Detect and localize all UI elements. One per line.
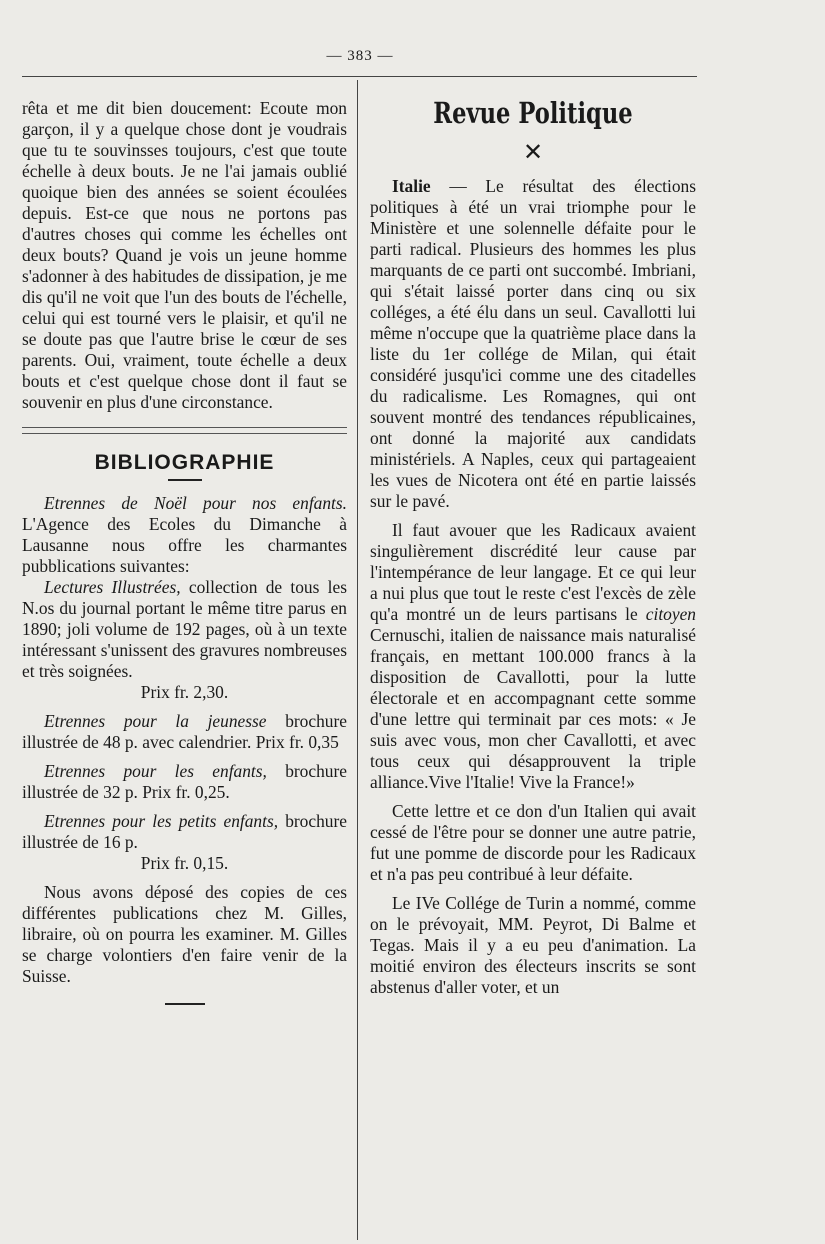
heading-dash xyxy=(168,479,202,481)
item-1-title: Lectures Illustrées, xyxy=(44,577,181,597)
revue-politique-heading: Revue Politique xyxy=(433,96,633,130)
item-3-text: brochure illustrée de 32 p. Prix fr. 0,25. xyxy=(22,761,347,802)
radicaux-text-start: Il faut avouer que les Radicaux avaient singulièrement discrédité leur cause par l'intempérance de leur langage. Et ce qui leur a nui plus que tout le reste c'est l'excès de zèle qu'a montré un de leurs partisans le xyxy=(370,520,696,624)
radicaux-text-end: Cernuschi, italien de naissance mais naturalisé français, en mettant 100.000 francs à la disposition de Cavallotti, pour la lutte électorale et en accompagnant cette somme d'une lettre qui terminait par ces mots: « Je suis avec vous, mon cher Cavallotti, et avec tous ceux qui désapprouvent la triple alliance.Vive l'Italie! Vive la France!» xyxy=(370,625,696,792)
item-2-text: brochure illustrée de 48 p. avec calendrier. Prix fr. 0,35 xyxy=(22,711,347,752)
lettre-paragraph: Cette lettre et ce don d'un Italien qui avait cessé de l'être pour se donner une autre patrie, fut une pomme de discorde pour les Radicaux et n'a pas peu contribué à leur défaite. xyxy=(370,801,696,884)
italie-lead-word: Italie xyxy=(392,176,431,196)
left-column xyxy=(22,98,347,1005)
bibliography-closing: Nous avons déposé des copies de ces différentes publications chez M. Gilles, libraire, où on pourra les examiner. M. Gilles se charge volontiers d'en faire venir de la Suisse. xyxy=(22,882,347,986)
bibliography-item-1 xyxy=(22,577,347,682)
bibliographie-heading: BIBLIOGRAPHIE xyxy=(94,451,275,474)
end-dash xyxy=(165,1003,205,1005)
intro-text: L'Agence des Ecoles du Dimanche à Lausanne nous offre les charmantes pubblications suivantes: xyxy=(22,514,347,576)
turin-paragraph: Le IVe Collége de Turin a nommé, comme on le prévoyait, MM. Peyrot, Di Balme et Tegas. Mais il y a eu peu d'animation. La moitié environ des électeurs inscrits se sont abstenus d'aller voter, et un xyxy=(370,893,696,997)
column-divider xyxy=(357,80,358,1240)
bibliography-item-2 xyxy=(22,711,347,753)
item-4-price: Prix fr. 0,15. xyxy=(140,853,229,873)
header-rule xyxy=(22,76,697,77)
citoyen-word: citoyen xyxy=(645,604,696,624)
right-column xyxy=(370,176,696,998)
page-number: — 383 — xyxy=(326,48,394,64)
story-ending-paragraph: rêta et me dit bien doucement: Ecoute mon garçon, il y a quelque chose dont je voudrais que tu te souvinsses toujours, c'est que toute échelle à deux bouts. Je ne l'ai jamais oublié quoique bien des années se soient écoulées depuis. Est-ce que nous ne portons pas d'autres choses qui comme les échelles ont deux bouts? Quand je vois un jeune homme s'adonner à des habitudes de dissipation, je me dis qu'il ne voit que l'un des bouts de l'échelle, celui qui est tourné vers le plaisir, et qu'il ne se doute pas que l'autre brise le cœur de ses parents. Oui, vraiment, toute échelle a deux bouts et c'est quelque chose dont il faut se souvenir en plus d'une circonstance. xyxy=(22,98,347,412)
item-3-title: Etrennes pour les enfants, xyxy=(44,761,267,781)
bibliography-item-4 xyxy=(22,811,347,853)
bibliography-item-3 xyxy=(22,761,347,803)
item-1-price: Prix fr. 2,30. xyxy=(140,682,229,702)
italie-text: — Le résultat des élections politiques à été un vrai triomphe pour le Ministère et une solennelle défaite pour le parti radical. Plusieurs des hommes les plus marquants de ce parti ont succombé. Imbriani, qui s'était laissé porter dans cinq ou six colléges, a été élu dans un seul. Cavallotti lui même n'occupe que la quatrième place dans la liste du 1er collége de Milan, qui était considéré jusqu'ici comme une des citadelles du radicalisme. Les Romagnes, qui ont souvent montré des tendances républicaines, ont donné la majorité aux candidats ministériels. A Naples, ceux qui partageaient les vues de Nicotera ont été en partie laissés sur le pavé. xyxy=(370,176,696,511)
bibliography-intro xyxy=(22,493,347,577)
double-rule-separator xyxy=(22,427,347,434)
cross-ornament-icon: ✕ xyxy=(522,138,544,166)
item-4-title: Etrennes pour les petits enfants, xyxy=(44,811,279,831)
italie-paragraph xyxy=(370,176,696,512)
item-2-title: Etrennes pour la jeunesse xyxy=(44,711,267,731)
intro-title: Etrennes de Noël pour nos enfants. xyxy=(44,493,347,513)
radicaux-paragraph xyxy=(370,520,696,793)
item-4-text: brochure illustrée de 16 p. xyxy=(22,811,347,852)
item-1-text: collection de tous les N.os du journal portant le même titre parus en 1890; joli volume de 192 pages, où à un texte intéressant s'unissent des gravures nombreuses et très soignées. xyxy=(22,577,347,681)
